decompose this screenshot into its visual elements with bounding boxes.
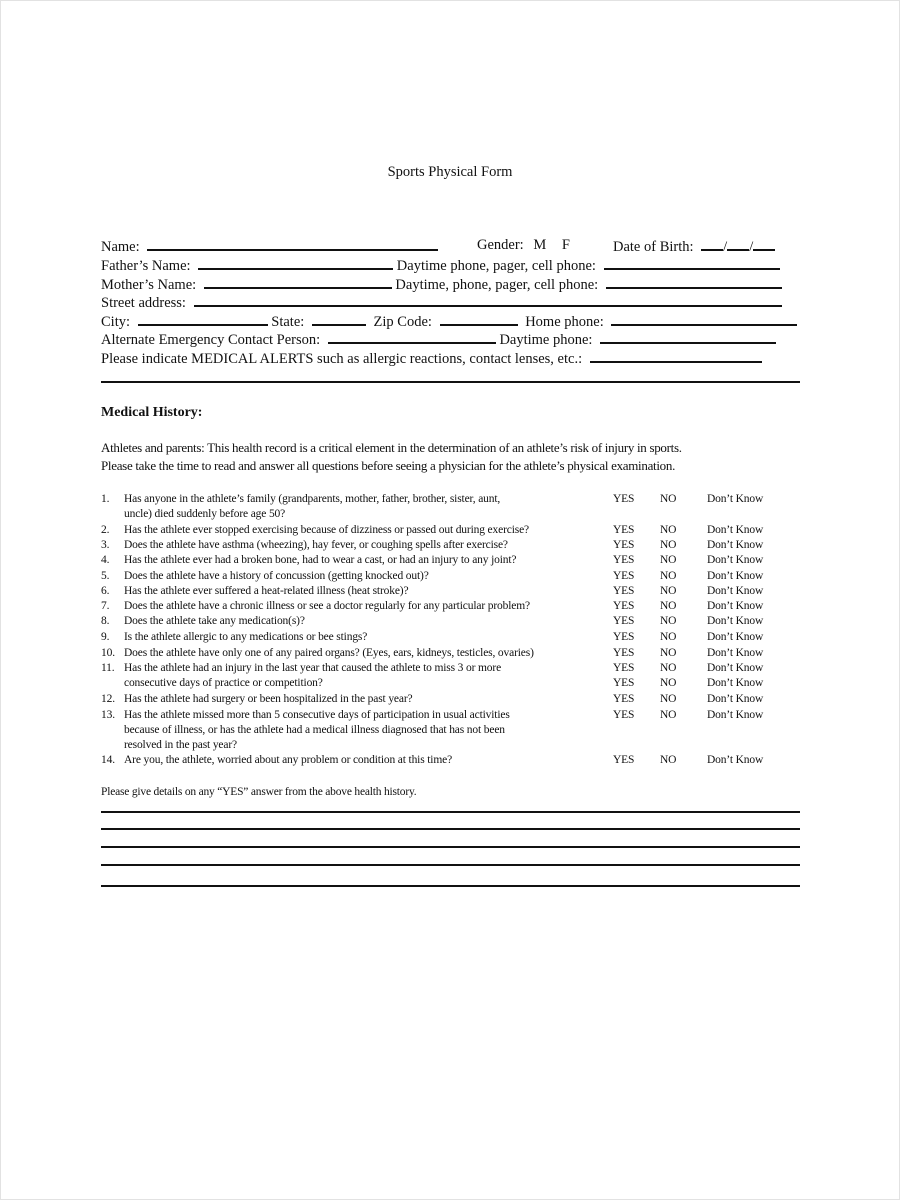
question-number: 12.: [101, 693, 115, 705]
details-line-5[interactable]: [101, 885, 800, 887]
answer-yes[interactable]: YES: [613, 585, 635, 597]
question-number: 10.: [101, 647, 115, 659]
intro-line-2: Please take the time to read and answer all questions before seeing a physician for the athlete’s physical examination.: [101, 458, 676, 473]
question-number: 2.: [101, 524, 110, 536]
question-text: Has the athlete had an injury in the last year that caused the athlete to miss 3 or more: [124, 662, 502, 674]
alt-contact-field[interactable]: [328, 329, 496, 344]
answer-no[interactable]: NO: [660, 693, 677, 705]
dob-month-field[interactable]: [701, 236, 723, 251]
question-text: Does the athlete have a history of concussion (getting knocked out)?: [124, 570, 429, 582]
question-number: 6.: [101, 585, 110, 597]
father-name-field[interactable]: [198, 255, 393, 270]
answer-no[interactable]: NO: [660, 585, 677, 597]
home-phone-field[interactable]: [611, 311, 797, 326]
question-number: 8.: [101, 615, 110, 627]
answer-dont-know[interactable]: Don’t Know: [707, 539, 764, 551]
answer-dont-know[interactable]: Don’t Know: [707, 647, 764, 659]
question-text: Does the athlete take any medication(s)?: [124, 615, 305, 627]
dob-separator: /: [723, 239, 728, 255]
question-text: Are you, the athlete, worried about any problem or condition at this time?: [124, 754, 453, 766]
answer-no[interactable]: NO: [660, 615, 677, 627]
answer-dont-know[interactable]: Don’t Know: [707, 662, 764, 674]
answer-yes[interactable]: YES: [613, 493, 635, 505]
answer-dont-know[interactable]: Don’t Know: [707, 570, 764, 582]
name-row: [101, 236, 438, 256]
answer-yes[interactable]: YES: [613, 709, 635, 721]
question-text: resolved in the past year?: [124, 739, 237, 751]
answer-dont-know[interactable]: Don’t Know: [707, 554, 764, 566]
question-number: 13.: [101, 709, 115, 721]
question-number: 7.: [101, 600, 110, 612]
answer-dont-know[interactable]: Don’t Know: [707, 600, 764, 612]
answer-yes[interactable]: YES: [613, 600, 635, 612]
mother-phone-label: Daytime, phone, pager, cell phone:: [395, 277, 599, 293]
question-number: 11.: [101, 662, 115, 674]
street-row: [101, 292, 782, 312]
state-label: State:: [271, 314, 305, 330]
city-label: City:: [101, 314, 131, 330]
question-number: 5.: [101, 570, 110, 582]
question-text: Has the athlete had surgery or been hospitalized in the past year?: [124, 693, 413, 705]
city-field[interactable]: [138, 311, 268, 326]
question-text: Has the athlete ever had a broken bone, had to wear a cast, or had an injury to any joint?: [124, 554, 517, 566]
answer-no[interactable]: NO: [660, 662, 677, 674]
father-phone-label: Daytime phone, pager, cell phone:: [396, 258, 596, 274]
question-text: Has anyone in the athlete’s family (grandparents, mother, father, brother, sister, aunt,: [124, 493, 501, 505]
mother-name-label: Mother’s Name:: [101, 277, 197, 293]
answer-yes[interactable]: YES: [613, 631, 635, 643]
medical-alerts-field-line2[interactable]: [101, 381, 800, 383]
answer-no[interactable]: NO: [660, 647, 677, 659]
details-line-1[interactable]: [101, 811, 800, 813]
answer-yes[interactable]: YES: [613, 662, 635, 674]
question-text: consecutive days of practice or competition?: [124, 677, 323, 689]
mother-row: [101, 274, 782, 294]
question-text: Has the athlete missed more than 5 consecutive days of participation in usual activities: [124, 709, 510, 721]
zip-label: Zip Code:: [373, 314, 432, 330]
question-text: Does the athlete have only one of any paired organs? (Eyes, ears, kidneys, testicles, ovaries): [124, 647, 534, 659]
mother-name-field[interactable]: [204, 274, 392, 289]
question-text: Is the athlete allergic to any medications or bee stings?: [124, 631, 368, 643]
answer-dont-know[interactable]: Don’t Know: [707, 524, 764, 536]
answer-yes[interactable]: YES: [613, 570, 635, 582]
gender-row: [477, 236, 570, 254]
details-line-4[interactable]: [101, 864, 800, 866]
question-number: 4.: [101, 554, 110, 566]
dob-row: [613, 236, 775, 256]
answer-dont-know[interactable]: Don’t Know: [707, 585, 764, 597]
father-phone-field[interactable]: [604, 255, 780, 270]
home-phone-label: Home phone:: [525, 314, 604, 330]
answer-no[interactable]: NO: [660, 709, 677, 721]
name-label: Name:: [101, 239, 140, 255]
page-title: Sports Physical Form: [387, 164, 513, 180]
answer-dont-know[interactable]: Don’t Know: [707, 754, 764, 766]
answer-no[interactable]: NO: [660, 677, 677, 689]
answer-no[interactable]: NO: [660, 631, 677, 643]
alt-contact-label: Alternate Emergency Contact Person:: [101, 332, 321, 348]
alt-daytime-phone-label: Daytime phone:: [499, 332, 593, 348]
name-field[interactable]: [147, 236, 438, 251]
answer-yes[interactable]: YES: [613, 677, 635, 689]
details-line-2[interactable]: [101, 828, 800, 830]
gender-label: Gender:: [477, 237, 524, 253]
gender-option-f[interactable]: F: [561, 237, 570, 253]
answer-no[interactable]: NO: [660, 754, 677, 766]
zip-field[interactable]: [440, 311, 518, 326]
question-text: Does the athlete have a chronic illness or see a doctor regularly for any particular problem?: [124, 600, 530, 612]
question-text: uncle) died suddenly before age 50?: [124, 508, 286, 520]
answer-dont-know[interactable]: Don’t Know: [707, 677, 764, 689]
medical-alerts-row: [101, 348, 762, 368]
answer-yes[interactable]: YES: [613, 647, 635, 659]
street-label: Street address:: [101, 295, 186, 311]
answer-no[interactable]: NO: [660, 524, 677, 536]
intro-line-1: Athletes and parents: This health record is a critical element in the determination of an athlete’s risk of injury in sports.: [101, 440, 682, 455]
father-row: [101, 255, 780, 275]
mother-phone-field[interactable]: [606, 274, 782, 289]
answer-no[interactable]: NO: [660, 493, 677, 505]
answer-no[interactable]: NO: [660, 600, 677, 612]
answer-no[interactable]: NO: [660, 554, 677, 566]
dob-label: Date of Birth:: [613, 239, 694, 255]
answer-yes[interactable]: YES: [613, 754, 635, 766]
state-field[interactable]: [312, 311, 366, 326]
dob-year-field[interactable]: [753, 236, 775, 251]
dob-separator: /: [749, 239, 754, 255]
answer-dont-know[interactable]: Don’t Know: [707, 709, 764, 721]
father-name-label: Father’s Name:: [101, 258, 191, 274]
answer-yes[interactable]: YES: [613, 554, 635, 566]
answer-no[interactable]: NO: [660, 570, 677, 582]
medical-alerts-label: Please indicate MEDICAL ALERTS such as allergic reactions, contact lenses, etc.:: [101, 351, 583, 367]
answer-dont-know[interactable]: Don’t Know: [707, 631, 764, 643]
answer-dont-know[interactable]: Don’t Know: [707, 493, 764, 505]
question-number: 14.: [101, 754, 115, 766]
answer-dont-know[interactable]: Don’t Know: [707, 693, 764, 705]
question-number: 3.: [101, 539, 110, 551]
gender-option-m[interactable]: M: [533, 237, 547, 253]
medical-alerts-field[interactable]: [590, 348, 762, 363]
question-text: Has the athlete ever stopped exercising because of dizziness or passed out during exercise?: [124, 524, 529, 536]
question-number: 1.: [101, 493, 110, 505]
question-text: Does the athlete have asthma (wheezing), hay fever, or coughing spells after exercise?: [124, 539, 508, 551]
answer-yes[interactable]: YES: [613, 693, 635, 705]
dob-day-field[interactable]: [727, 236, 749, 251]
street-field[interactable]: [194, 292, 782, 307]
answer-yes[interactable]: YES: [613, 615, 635, 627]
details-prompt: Please give details on any “YES” answer from the above health history.: [101, 786, 417, 798]
answer-no[interactable]: NO: [660, 539, 677, 551]
answer-dont-know[interactable]: Don’t Know: [707, 615, 764, 627]
question-number: 9.: [101, 631, 110, 643]
answer-yes[interactable]: YES: [613, 524, 635, 536]
alt-contact-row: [101, 329, 776, 349]
alt-daytime-phone-field[interactable]: [600, 329, 776, 344]
question-text: Has the athlete ever suffered a heat-related illness (heat stroke)?: [124, 585, 409, 597]
question-text: because of illness, or has the athlete had a medical illness diagnosed that has not been: [124, 724, 505, 736]
city-row: [101, 311, 797, 331]
details-line-3[interactable]: [101, 846, 800, 848]
answer-yes[interactable]: YES: [613, 539, 635, 551]
medical-history-heading: Medical History:: [101, 405, 203, 420]
